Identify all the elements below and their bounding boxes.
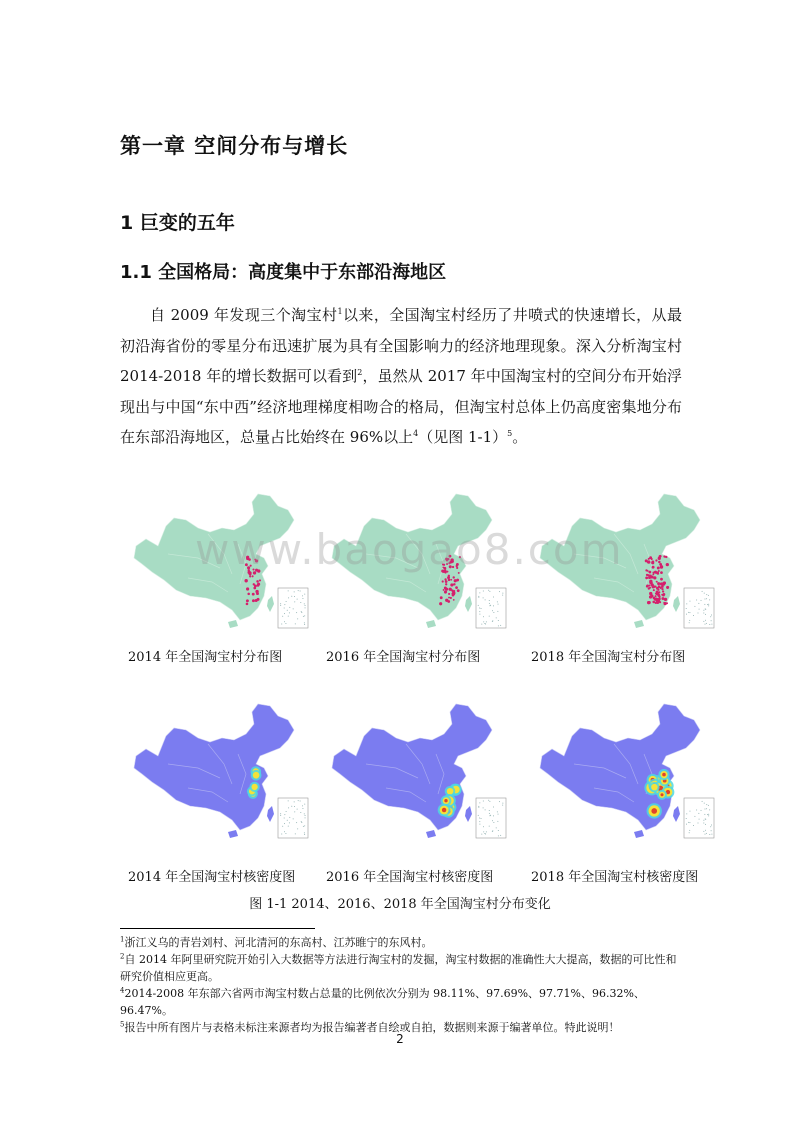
watermark: www.baogao8.com (195, 525, 624, 574)
footnote-1 (120, 934, 685, 951)
china-map-image (534, 694, 724, 844)
footnote-text: 浙江义乌的青岩刘村、河北清河的东高村、江苏睢宁的东风村。 (124, 936, 433, 949)
footnote-2 (120, 951, 685, 985)
footnote-ref[interactable]: 5 (507, 429, 513, 438)
chapter-title: 第一章 空间分布与增长 (120, 134, 349, 158)
footnote-number: 4 (120, 986, 125, 995)
china-map-image (326, 694, 516, 844)
density-map-2018 (534, 694, 724, 854)
footnote-number: 5 (120, 1020, 125, 1029)
para-text: 自 2009 年发现三个淘宝村 (150, 306, 338, 324)
footnote-text: 报告中所有图片与表格未标注来源者均为报告编著者自绘或自拍，数据则来源于编著单位。特此说明！ (124, 1021, 620, 1034)
map-caption: 2014 年全国淘宝村核密度图 (128, 870, 296, 885)
map-caption: 2018 年全国淘宝村分布图 (531, 650, 686, 665)
footnote-ref[interactable]: 2 (357, 368, 363, 377)
para-text: 以来，全国淘宝村经历了井喷式的快速增长，从最初沿海省份的零星分布迅速扩展为具有全国影响力的经济地理现象。深入分析淘宝村 2014-2018 年的增长数据可以看到 (120, 306, 682, 385)
footnote-ref[interactable]: 1 (337, 307, 343, 316)
para-text: （见图 1-1） (418, 428, 508, 446)
footnote-text: 自 2014 年阿里研究院开始引入大数据等方法进行淘宝村的发掘，淘宝村数据的准确性大大提高，数据的可比性和研究价值相应更高。 (120, 953, 677, 983)
footnote-text: 2014-2008 年东部六省两市淘宝村数占总量的比例依次分别为 98.11%、97.69%、97.71%、96.32%、96.47%。 (120, 987, 645, 1017)
map-caption: 2014 年全国淘宝村分布图 (128, 650, 283, 665)
map-caption: 2016 年全国淘宝村核密度图 (326, 870, 494, 885)
figure-caption: 图 1-1 2014、2016、2018 年全国淘宝村分布变化 (249, 897, 551, 912)
para-text: 。 (512, 428, 528, 446)
map-caption: 2018 年全国淘宝村核密度图 (531, 870, 699, 885)
density-map-2016 (326, 694, 516, 854)
body-paragraph (120, 300, 682, 453)
footnote-ref[interactable]: 4 (413, 429, 419, 438)
footnote-number: 2 (120, 952, 125, 961)
para-text: ，虽然从 2017 年中国淘宝村的空间分布开始浮现出与中国“东中西”经济地理梯度相吻合的格局，但淘宝村总体上仍高度密集地分布在东部沿海地区，总量占比始终在 96%以上 (120, 367, 682, 446)
section-title: 1 巨变的五年 (120, 212, 235, 234)
footnote-4 (120, 985, 685, 1019)
footnote-divider (120, 928, 315, 929)
map-caption: 2016 年全国淘宝村分布图 (326, 650, 481, 665)
footnote-number: 1 (120, 935, 125, 944)
page-number: 2 (396, 1032, 404, 1046)
china-map-image (128, 694, 318, 844)
footnotes (120, 934, 685, 1036)
subsection-title: 1.1 全国格局：高度集中于东部沿海地区 (120, 262, 447, 283)
density-map-2014 (128, 694, 318, 854)
